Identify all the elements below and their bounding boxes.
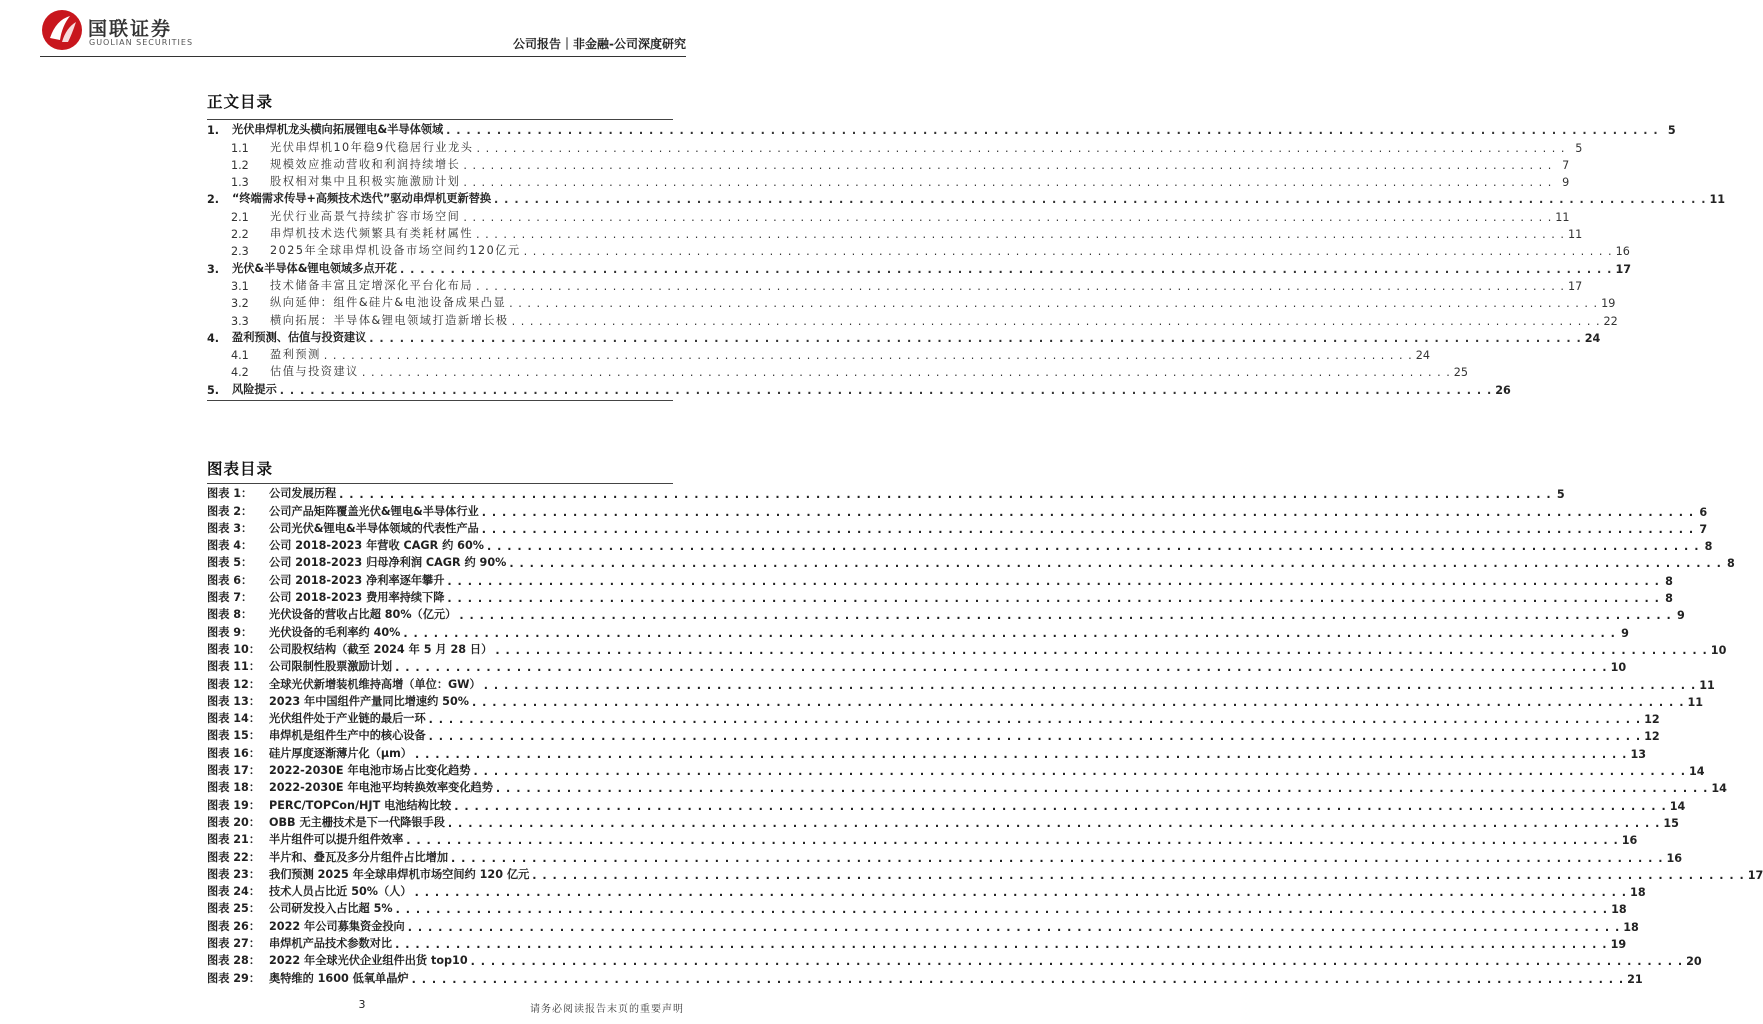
figure-entry-number: 图表 8：	[207, 608, 253, 622]
page-number: 3	[358, 998, 366, 1011]
figure-entry-title: OBB 无主栅技术是下一代降银手段	[269, 815, 445, 829]
toc-entry-title: 2025年全球串焊机设备市场空间约120亿元	[270, 244, 521, 258]
figure-entry-number: 图表 25：	[207, 902, 261, 916]
figure-entry[interactable]	[207, 536, 1713, 554]
figure-leader-dots: . . . . . . . . . . . . . . . . . . . . . . . . . . . . . . . . . . . . . . . . . . . . . . . . . . . . . . . . . . . . . . . . . . . . . . . . . . . . . . . . . . . . . . . . . . . . . . . . . . . . . . . . . . . . . . . . . . . . . . . .	[407, 920, 1621, 934]
figure-entry-title: 2022-2030E 年电池市场占比变化趋势	[269, 764, 471, 778]
figure-entry[interactable]	[207, 692, 1704, 709]
toc-entry[interactable]	[207, 276, 1583, 293]
figure-leader-dots: . . . . . . . . . . . . . . . . . . . . . . . . . . . . . . . . . . . . . . . . . . . . . . . . . . . . . . . . . . . . . . . . . . . . . . . . . . . . . . . . . . . . . . . . . . . . . . . . . . . . . . . . . . . . . . . . . . . . . . . .	[395, 661, 1608, 675]
toc-entry-number: 2.3	[231, 245, 249, 259]
figure-entry-title: 公司 2018-2023 费用率持续下降	[269, 591, 445, 605]
report-tag: 公司报告｜非金融-公司深度研究	[513, 37, 686, 51]
figure-entry-title: 公司股权结构（截至 2024 年 5 月 28 日）	[269, 642, 493, 656]
toc-entry-number: 1.2	[231, 158, 249, 172]
figure-entry-title: 技术人员占比近 50%（人）	[269, 885, 412, 899]
figure-entry[interactable]	[207, 553, 1735, 571]
figure-leader-dots: . . . . . . . . . . . . . . . . . . . . . . . . . . . . . . . . . . . . . . . . . . . . . . . . . . . . . . . . . . . . . . . . . . . . . . . . . . . . . . . . . . . . . . . . . . . . . . . . . . . . . . . . . . . . . . . . . . . . . . . .	[428, 713, 1642, 727]
figure-entry-title: 2022-2030E 年电池平均转换效率变化趋势	[269, 781, 493, 795]
toc-entry-page: 17	[1567, 279, 1583, 293]
footer-disclaimer: 请务必阅读报告末页的重要声明	[530, 1004, 684, 1015]
figure-entry[interactable]	[207, 726, 1660, 744]
figure-entry-number: 图表 9：	[207, 625, 253, 639]
toc-entry-title: 光伏行业高景气持续扩容市场空间	[270, 209, 461, 223]
figure-entry-number: 图表 4：	[207, 539, 253, 553]
logo-text-en: GUOLIAN SECURITIES	[89, 38, 194, 47]
toc-entry-page: 26	[1495, 383, 1511, 397]
figure-entry-page: 16	[1621, 834, 1638, 848]
figure-entry-page: 12	[1644, 713, 1660, 727]
toc-entry-number: 3.1	[231, 279, 249, 293]
figure-entry-title: 公司光伏&锂电&半导体领域的代表性产品	[269, 521, 479, 535]
figure-entry-title: 公司产品矩阵覆盖光伏&锂电&半导体行业	[269, 504, 479, 518]
figure-entry-title: 公司 2018-2023 归母净利润 CAGR 约 90%	[269, 556, 507, 570]
figure-leader-dots: . . . . . . . . . . . . . . . . . . . . . . . . . . . . . . . . . . . . . . . . . . . . . . . . . . . . . . . . . . . . . . . . . . . . . . . . . . . . . . . . . . . . . . . . . . . . . . . . . . . . . . . . . . . . . . . . . . . . . . . .	[481, 522, 1695, 536]
figure-entry[interactable]	[207, 865, 1763, 882]
figure-leader-dots: . . . . . . . . . . . . . . . . . . . . . . . . . . . . . . . . . . . . . . . . . . . . . . . . . . . . . . . . . . . . . . . . . . . . . . . . . . . . . . . . . . . . . . . . . . . . . . . . . . . . . . . . . . . . . . . . . . . . . . . .	[339, 488, 1552, 502]
figure-entry-number: 图表 12：	[207, 677, 261, 691]
figure-entry[interactable]	[207, 501, 1708, 519]
toc-entry[interactable]	[207, 293, 1616, 311]
figure-entry-page: 5	[1556, 488, 1565, 502]
figure-entry[interactable]	[207, 570, 1673, 588]
figure-entry-page: 8	[1665, 592, 1673, 606]
toc-entry-title: 光伏串焊机10年稳9代稳居行业龙头	[270, 140, 474, 154]
figure-entry-page: 9	[1677, 609, 1685, 623]
toc-leader-dots: . . . . . . . . . . . . . . . . . . . . . . . . . . . . . . . . . . . . . . . . . . . . . . . . . . . . . . . . . . . . . . . . . . . . . . . . . . . . . . . . . . . . . . . . . . . . . . . . . . . . . . . . . . . . . . . . . . . . . . . .	[509, 297, 1599, 311]
toc-entry-title: 股权相对集中且积极实施激励计划	[270, 175, 461, 189]
figure-entry-number: 图表 10：	[207, 642, 261, 656]
figure-entry-number: 图表 28：	[207, 954, 261, 968]
figure-entry-title: 半片组件可以提升组件效率	[269, 833, 404, 847]
toc-entry-page: 25	[1453, 366, 1469, 380]
figure-entry-page: 14	[1711, 782, 1727, 796]
figure-entry-page: 20	[1686, 955, 1702, 969]
figure-leader-dots: . . . . . . . . . . . . . . . . . . . . . . . . . . . . . . . . . . . . . . . . . . . . . . . . . . . . . . . . . . . . . . . . . . . . . . . . . . . . . . . . . . . . . . . . . . . . . . . . . . . . . . . . . . . . . . . . . . . . . . . .	[414, 886, 1628, 900]
toc-entry-page: 9	[1562, 176, 1570, 190]
figure-entry-number: 图表 2：	[207, 504, 253, 518]
figure-entry[interactable]	[207, 951, 1702, 969]
figure-entry-title: 光伏设备的营收占比超 80%（亿元）	[269, 608, 457, 622]
figure-entry[interactable]	[207, 847, 1683, 865]
figure-leader-dots: . . . . . . . . . . . . . . . . . . . . . . . . . . . . . . . . . . . . . . . . . . . . . . . . . . . . . . . . . . . . . . . . . . . . . . . . . . . . . . . . . . . . . . . . . . . . . . . . . . . . . . . . . . . . . . . . . . . . . . . .	[473, 765, 1687, 779]
toc-entry-title: 盈利预测、估值与投资建议	[232, 330, 367, 344]
toc-entry[interactable]	[207, 189, 1726, 207]
toc-leader-dots: . . . . . . . . . . . . . . . . . . . . . . . . . . . . . . . . . . . . . . . . . . . . . . . . . . . . . . . . . . . . . . . . . . . . . . . . . . . . . . . . . . . . . . . . . . . . . . . . . . . . . . . . . . . . . . . . . . . . . . . .	[494, 193, 1707, 207]
figure-leader-dots: . . . . . . . . . . . . . . . . . . . . . . . . . . . . . . . . . . . . . . . . . . . . . . . . . . . . . . . . . . . . . . . . . . . . . . . . . . . . . . . . . . . . . . . . . . . . . . . . . . . . . . . . . . . . . . . . . . . . . . . .	[395, 938, 1608, 952]
toc-entry-page: 7	[1562, 158, 1570, 172]
figure-entry-page: 10	[1710, 643, 1727, 657]
figure-entry-title: 奥特维的 1600 低氧单晶炉	[269, 971, 409, 985]
toc-entry-page: 11	[1709, 193, 1726, 207]
figure-leader-dots: . . . . . . . . . . . . . . . . . . . . . . . . . . . . . . . . . . . . . . . . . . . . . . . . . . . . . . . . . . . . . . . . . . . . . . . . . . . . . . . . . . . . . . . . . . . . . . . . . . . . . . . . . . . . . . . . . . . . . . . .	[403, 626, 1616, 640]
figure-entry-title: 公司研发投入占比超 5%	[269, 902, 393, 916]
toc-leader-dots: . . . . . . . . . . . . . . . . . . . . . . . . . . . . . . . . . . . . . . . . . . . . . . . . . . . . . . . . . . . . . . . . . . . . . . . . . . . . . . . . . . . . . . . . . . . . . . . . . . . . . . . . . . . . . . . . . . . . . . . .	[523, 245, 1613, 259]
figure-entry-page: 18	[1630, 886, 1646, 900]
figure-entry-title: 2022 年公司募集资金投向	[269, 919, 405, 933]
figure-entry-title: 硅片厚度逐渐薄片化（μm）	[269, 746, 412, 760]
guolian-logo	[40, 8, 200, 52]
figure-entry-title: 2023 年中国组件产量同比增速约 50%	[269, 694, 469, 708]
figure-entry[interactable]	[207, 484, 1565, 502]
figure-entry-page: 11	[1699, 678, 1715, 692]
figure-entry-number: 图表 1：	[207, 487, 253, 501]
figure-entry[interactable]	[207, 588, 1673, 606]
toc-entry[interactable]	[207, 206, 1570, 224]
figure-entry-number: 图表 5：	[207, 556, 253, 570]
toc-leader-dots: . . . . . . . . . . . . . . . . . . . . . . . . . . . . . . . . . . . . . . . . . . . . . . . . . . . . . . . . . . . . . . . . . . . . . . . . . . . . . . . . . . . . . . . . . . . . . . . . . . . . . . . . . . . . . . . . . . . . . . . .	[369, 331, 1582, 345]
toc-entry[interactable]	[207, 362, 1469, 380]
page-header	[0, 0, 724, 64]
toc-entry-title: 光伏串焊机龙头横向拓展锂电&半导体领域	[232, 123, 444, 137]
figure-leader-dots: . . . . . . . . . . . . . . . . . . . . . . . . . . . . . . . . . . . . . . . . . . . . . . . . . . . . . . . . . . . . . . . . . . . . . . . . . . . . . . . . . . . . . . . . . . . . . . . . . . . . . . . . . . . . . . . . . . . . . . . .	[428, 730, 1642, 744]
toc-entry-title: 规模效应推动营收和利润持续增长	[270, 157, 461, 171]
toc-entry-number: 5.	[207, 383, 220, 397]
figure-leader-dots: . . . . . . . . . . . . . . . . . . . . . . . . . . . . . . . . . . . . . . . . . . . . . . . . . . . . . . . . . . . . . . . . . . . . . . . . . . . . . . . . . . . . . . . . . . . . . . . . . . . . . . . . . . . . . . . . . . . . . . . .	[495, 643, 1708, 657]
figure-entry-page: 7	[1699, 522, 1708, 536]
figure-entry-page: 17	[1747, 868, 1763, 882]
figure-entry-number: 图表 3：	[207, 521, 253, 535]
figure-entry-number: 图表 17：	[207, 764, 261, 778]
figure-entry-page: 12	[1644, 730, 1660, 744]
figure-entry-number: 图表 11：	[207, 660, 261, 674]
toc-entry[interactable]	[207, 241, 1630, 259]
figure-entry-title: 串焊机是组件生产中的核心设备	[269, 729, 426, 743]
figures-title: 图表目录	[207, 460, 274, 478]
figure-entry-number: 图表 18：	[207, 781, 261, 795]
figure-entry-title: 公司 2018-2023 净利率逐年攀升	[269, 573, 445, 587]
figure-leader-dots: . . . . . . . . . . . . . . . . . . . . . . . . . . . . . . . . . . . . . . . . . . . . . . . . . . . . . . . . . . . . . . . . . . . . . . . . . . . . . . . . . . . . . . . . . . . . . . . . . . . . . . . . . . . . . . . . . . . . . . . .	[509, 557, 1722, 571]
toc-entry-page: 11	[1555, 210, 1570, 224]
toc-entry-page: 5	[1667, 124, 1676, 138]
figure-entry-page: 10	[1610, 661, 1627, 675]
toc-entry-number: 1.	[207, 124, 220, 138]
figure-entry-number: 图表 24：	[207, 885, 261, 899]
figure-entry-page: 13	[1630, 747, 1647, 761]
figure-entry-page: 11	[1687, 695, 1704, 709]
figure-entry[interactable]	[207, 795, 1686, 813]
figure-leader-dots: . . . . . . . . . . . . . . . . . . . . . . . . . . . . . . . . . . . . . . . . . . . . . . . . . . . . . . . . . . . . . . . . . . . . . . . . . . . . . . . . . . . . . . . . . . . . . . . . . . . . . . . . . . . . . . . . . . . . . . . .	[454, 799, 1667, 813]
logo-text-cn: 国联证券	[88, 18, 173, 40]
figure-leader-dots: . . . . . . . . . . . . . . . . . . . . . . . . . . . . . . . . . . . . . . . . . . . . . . . . . . . . . . . . . . . . . . . . . . . . . . . . . . . . . . . . . . . . . . . . . . . . . . . . . . . . . . . . . . . . . . . . . . . . . . . .	[447, 816, 1661, 830]
figure-entry-number: 图表 7：	[207, 591, 253, 605]
figure-leader-dots: . . . . . . . . . . . . . . . . . . . . . . . . . . . . . . . . . . . . . . . . . . . . . . . . . . . . . . . . . . . . . . . . . . . . . . . . . . . . . . . . . . . . . . . . . . . . . . . . . . . . . . . . . . . . . . . . . . . . . . . .	[395, 903, 1609, 917]
figure-entry[interactable]	[207, 830, 1638, 848]
toc-leader-dots: . . . . . . . . . . . . . . . . . . . . . . . . . . . . . . . . . . . . . . . . . . . . . . . . . . . . . . . . . . . . . . . . . . . . . . . . . . . . . . . . . . . . . . . . . . . . . . . . . . . . . . . . . . . . . . . . . . . . . . . .	[446, 124, 1659, 138]
toc-entry-page: 24	[1415, 349, 1430, 363]
figure-entry-number: 图表 23：	[207, 867, 261, 881]
toc-title: 正文目录	[207, 93, 274, 111]
figure-entry-number: 图表 6：	[207, 573, 253, 587]
figure-entry[interactable]	[207, 657, 1627, 675]
toc-leader-dots: . . . . . . . . . . . . . . . . . . . . . . . . . . . . . . . . . . . . . . . . . . . . . . . . . . . . . . . . . . . . . . . . . . . . . . . . . . . . . . . . . . . . . . . . . . . . . . . . . . . . . . . . . . . . . . . . . . . . . . . .	[476, 228, 1565, 242]
figure-entry-page: 9	[1621, 626, 1629, 640]
figure-leader-dots: . . . . . . . . . . . . . . . . . . . . . . . . . . . . . . . . . . . . . . . . . . . . . . . . . . . . . . . . . . . . . . . . . . . . . . . . . . . . . . . . . . . . . . . . . . . . . . . . . . . . . . . . . . . . . . . . . . . . . . . .	[459, 609, 1672, 623]
figure-entry-page: 8	[1665, 574, 1673, 588]
toc-entry[interactable]	[207, 224, 1583, 242]
toc-entry-number: 3.	[207, 262, 220, 276]
figure-entry[interactable]	[207, 674, 1715, 692]
toc-entry[interactable]	[207, 172, 1570, 190]
figure-entry-page: 21	[1627, 972, 1643, 986]
toc-entry-page: 17	[1615, 262, 1632, 276]
figure-entry[interactable]	[207, 813, 1679, 830]
figure-entry-number: 图表 21：	[207, 833, 261, 847]
toc-entry-page: 24	[1584, 331, 1601, 345]
toc-leader-dots: . . . . . . . . . . . . . . . . . . . . . . . . . . . . . . . . . . . . . . . . . . . . . . . . . . . . . . . . . . . . . . . . . . . . . . . . . . . . . . . . . . . . . . . . . . . . . . . . . . . . . . . . . . . . . . . . . . . . . . . .	[476, 279, 1565, 293]
toc-entry-number: 4.	[207, 331, 220, 345]
toc-entry-number: 4.1	[231, 349, 249, 363]
figure-entry[interactable]	[207, 709, 1660, 727]
figure-entry-number: 图表 20：	[207, 815, 261, 829]
figure-entry-page: 19	[1610, 938, 1627, 952]
header-divider	[40, 56, 686, 57]
figure-entry-title: 公司限制性股票激励计划	[269, 660, 393, 674]
figure-leader-dots: . . . . . . . . . . . . . . . . . . . . . . . . . . . . . . . . . . . . . . . . . . . . . . . . . . . . . . . . . . . . . . . . . . . . . . . . . . . . . . . . . . . . . . . . . . . . . . . . . . . . . . . . . . . . . . . . . . . . . . . .	[495, 782, 1709, 796]
figure-entry-page: 6	[1699, 505, 1708, 519]
toc-leader-dots: . . . . . . . . . . . . . . . . . . . . . . . . . . . . . . . . . . . . . . . . . . . . . . . . . . . . . . . . . . . . . . . . . . . . . . . . . . . . . . . . . . . . . . . . . . . . . . . . . . . . . . . . . . . . . . . . . . . . . . . .	[463, 158, 1553, 172]
toc-leader-dots: . . . . . . . . . . . . . . . . . . . . . . . . . . . . . . . . . . . . . . . . . . . . . . . . . . . . . . . . . . . . . . . . . . . . . . . . . . . . . . . . . . . . . . . . . . . . . . . . . . . . . . . . . . . . . . . . . . . . . . . .	[361, 366, 1451, 380]
figure-entry-number: 图表 26：	[207, 919, 261, 933]
toc-leader-dots: . . . . . . . . . . . . . . . . . . . . . . . . . . . . . . . . . . . . . . . . . . . . . . . . . . . . . . . . . . . . . . . . . . . . . . . . . . . . . . . . . . . . . . . . . . . . . . . . . . . . . . . . . . . . . . . . . . . . . . . .	[279, 383, 1493, 397]
figure-entry-title: 串焊机产品技术参数对比	[269, 937, 393, 951]
figure-entry-title: 全球光伏新增装机维持高增（单位：GW）	[269, 677, 481, 691]
figure-entry-number: 图表 27：	[207, 937, 261, 951]
toc-leader-dots: . . . . . . . . . . . . . . . . . . . . . . . . . . . . . . . . . . . . . . . . . . . . . . . . . . . . . . . . . . . . . . . . . . . . . . . . . . . . . . . . . . . . . . . . . . . . . . . . . . . . . . . . . . . . . . . . . . . . . . . .	[476, 141, 1566, 155]
figure-entry-title: 半片和、叠瓦及多分片组件占比增加	[269, 850, 449, 864]
figure-entry-number: 图表 15：	[207, 729, 261, 743]
toc-entry[interactable]	[207, 258, 1632, 276]
toc-entry[interactable]	[207, 137, 1583, 155]
figure-entry[interactable]	[207, 622, 1629, 640]
toc-entry-number: 1.3	[231, 176, 249, 190]
figure-entry-page: 8	[1704, 540, 1713, 554]
figure-entry-number: 图表 13：	[207, 694, 261, 708]
toc-bottom-rule	[207, 400, 673, 401]
toc-leader-dots: . . . . . . . . . . . . . . . . . . . . . . . . . . . . . . . . . . . . . . . . . . . . . . . . . . . . . . . . . . . . . . . . . . . . . . . . . . . . . . . . . . . . . . . . . . . . . . . . . . . . . . . . . . . . . . . . . . . . . . . .	[511, 314, 1601, 328]
toc-entry-title: 纵向延伸：组件&硅片&电池设备成果凸显	[270, 296, 507, 310]
toc-entry-title: 光伏&半导体&锂电领域多点开花	[232, 261, 397, 275]
figure-entry-page: 8	[1727, 557, 1735, 571]
figure-entry-title: 公司发展历程	[269, 487, 337, 501]
figure-leader-dots: . . . . . . . . . . . . . . . . . . . . . . . . . . . . . . . . . . . . . . . . . . . . . . . . . . . . . . . . . . . . . . . . . . . . . . . . . . . . . . . . . . . . . . . . . . . . . . . . . . . . . . . . . . . . . . . . . . . . . . . .	[406, 834, 1619, 848]
figure-leader-dots: . . . . . . . . . . . . . . . . . . . . . . . . . . . . . . . . . . . . . . . . . . . . . . . . . . . . . . . . . . . . . . . . . . . . . . . . . . . . . . . . . . . . . . . . . . . . . . . . . . . . . . . . . . . . . . . . . . . . . . . .	[481, 505, 1695, 519]
figure-entry-page: 18	[1611, 903, 1627, 917]
figure-entry-page: 14	[1669, 799, 1686, 813]
figure-entry-number: 图表 14：	[207, 712, 261, 726]
figure-entry-number: 图表 19：	[207, 798, 261, 812]
figure-leader-dots: . . . . . . . . . . . . . . . . . . . . . . . . . . . . . . . . . . . . . . . . . . . . . . . . . . . . . . . . . . . . . . . . . . . . . . . . . . . . . . . . . . . . . . . . . . . . . . . . . . . . . . . . . . . . . . . . . . . . . . . .	[411, 972, 1625, 986]
figure-entry-number: 图表 16：	[207, 746, 261, 760]
figure-entry[interactable]	[207, 899, 1627, 917]
figure-entry[interactable]	[207, 640, 1727, 657]
toc-leader-dots: . . . . . . . . . . . . . . . . . . . . . . . . . . . . . . . . . . . . . . . . . . . . . . . . . . . . . . . . . . . . . . . . . . . . . . . . . . . . . . . . . . . . . . . . . . . . . . . . . . . . . . . . . . . . . . . . . . . . . . . .	[323, 349, 1413, 363]
figure-entry-title: PERC/TOPCon/HJT 电池结构比较	[269, 798, 452, 812]
figure-leader-dots: . . . . . . . . . . . . . . . . . . . . . . . . . . . . . . . . . . . . . . . . . . . . . . . . . . . . . . . . . . . . . . . . . . . . . . . . . . . . . . . . . . . . . . . . . . . . . . . . . . . . . . . . . . . . . . . . . . . . . . . .	[447, 592, 1660, 606]
toc-leader-dots: . . . . . . . . . . . . . . . . . . . . . . . . . . . . . . . . . . . . . . . . . . . . . . . . . . . . . . . . . . . . . . . . . . . . . . . . . . . . . . . . . . . . . . . . . . . . . . . . . . . . . . . . . . . . . . . . . . . . . . . .	[399, 262, 1613, 276]
figure-entry[interactable]	[207, 882, 1646, 900]
toc-entry-number: 4.2	[231, 366, 249, 380]
figure-entry[interactable]	[207, 968, 1643, 986]
figure-entry-title: 光伏组件处于产业链的最后一环	[269, 712, 426, 726]
figure-entry[interactable]	[207, 519, 1708, 536]
toc-entry[interactable]	[207, 120, 1676, 138]
figure-leader-dots: . . . . . . . . . . . . . . . . . . . . . . . . . . . . . . . . . . . . . . . . . . . . . . . . . . . . . . . . . . . . . . . . . . . . . . . . . . . . . . . . . . . . . . . . . . . . . . . . . . . . . . . . . . . . . . . . . . . . . . . .	[414, 747, 1628, 761]
toc-entry[interactable]	[207, 155, 1570, 172]
toc-entry-title: “终端需求传导+高频技术迭代”驱动串焊机更新替换	[232, 192, 492, 206]
guolian-logo-icon	[40, 8, 84, 52]
figure-entry-page: 16	[1666, 851, 1683, 865]
toc-entry-page: 5	[1575, 141, 1583, 155]
toc-entry[interactable]	[207, 310, 1618, 328]
toc-entry-number: 3.3	[231, 314, 249, 328]
toc-entry-title: 串焊机技术迭代频繁具有类耗材属性	[270, 227, 474, 241]
figure-entry[interactable]	[207, 778, 1727, 796]
toc-entry-number: 2.1	[231, 210, 249, 224]
toc-entry-number: 3.2	[231, 297, 249, 311]
toc-entry-number: 2.	[207, 193, 220, 207]
toc-entry[interactable]	[207, 379, 1511, 397]
figure-entry-number: 图表 29：	[207, 971, 261, 985]
figure-entry-page: 18	[1623, 920, 1639, 934]
figure-entry[interactable]	[207, 934, 1627, 952]
figure-leader-dots: . . . . . . . . . . . . . . . . . . . . . . . . . . . . . . . . . . . . . . . . . . . . . . . . . . . . . . . . . . . . . . . . . . . . . . . . . . . . . . . . . . . . . . . . . . . . . . . . . . . . . . . . . . . . . . . . . . . . . . . .	[451, 851, 1664, 865]
figure-entry-title: 2022 年全球光伏企业组件出货 top10	[269, 954, 468, 968]
figure-entry-page: 14	[1689, 765, 1705, 779]
figure-entry[interactable]	[207, 743, 1647, 761]
toc-entry-title: 技术储备丰富且定增深化平台化布局	[270, 278, 474, 292]
toc-entry-title: 横向拓展：半导体&锂电领域打造新增长极	[270, 313, 509, 327]
toc-entry-page: 19	[1601, 297, 1616, 311]
figure-leader-dots: . . . . . . . . . . . . . . . . . . . . . . . . . . . . . . . . . . . . . . . . . . . . . . . . . . . . . . . . . . . . . . . . . . . . . . . . . . . . . . . . . . . . . . . . . . . . . . . . . . . . . . . . . . . . . . . . . . . . . . . .	[532, 868, 1745, 882]
figure-leader-dots: . . . . . . . . . . . . . . . . . . . . . . . . . . . . . . . . . . . . . . . . . . . . . . . . . . . . . . . . . . . . . . . . . . . . . . . . . . . . . . . . . . . . . . . . . . . . . . . . . . . . . . . . . . . . . . . . . . . . . . . .	[471, 695, 1685, 709]
toc-entry-title: 盈利预测	[270, 348, 321, 362]
toc-list	[207, 119, 1726, 401]
figure-entry-title: 公司 2018-2023 年营收 CAGR 约 60%	[269, 539, 484, 553]
figure-leader-dots: . . . . . . . . . . . . . . . . . . . . . . . . . . . . . . . . . . . . . . . . . . . . . . . . . . . . . . . . . . . . . . . . . . . . . . . . . . . . . . . . . . . . . . . . . . . . . . . . . . . . . . . . . . . . . . . . . . . . . . . .	[483, 678, 1697, 692]
toc-entry-page: 16	[1615, 245, 1630, 259]
figure-entry-number: 图表 22：	[207, 850, 261, 864]
toc-entry[interactable]	[207, 328, 1601, 345]
toc-leader-dots: . . . . . . . . . . . . . . . . . . . . . . . . . . . . . . . . . . . . . . . . . . . . . . . . . . . . . . . . . . . . . . . . . . . . . . . . . . . . . . . . . . . . . . . . . . . . . . . . . . . . . . . . . . . . . . . . . . . . . . . .	[463, 176, 1553, 190]
figure-entry[interactable]	[207, 605, 1685, 623]
figures-list	[207, 483, 1763, 986]
toc-entry-title: 估值与投资建议	[270, 365, 359, 379]
toc-entry-page: 11	[1567, 228, 1583, 242]
toc-entry[interactable]	[207, 345, 1430, 363]
toc-entry-number: 1.1	[231, 141, 249, 155]
toc-entry-number: 2.2	[231, 228, 249, 242]
toc-entry-title: 风险提示	[232, 382, 277, 396]
figure-entry[interactable]	[207, 761, 1705, 779]
figure-leader-dots: . . . . . . . . . . . . . . . . . . . . . . . . . . . . . . . . . . . . . . . . . . . . . . . . . . . . . . . . . . . . . . . . . . . . . . . . . . . . . . . . . . . . . . . . . . . . . . . . . . . . . . . . . . . . . . . . . . . . . . . .	[470, 955, 1684, 969]
toc-entry-page: 22	[1603, 314, 1618, 328]
figure-leader-dots: . . . . . . . . . . . . . . . . . . . . . . . . . . . . . . . . . . . . . . . . . . . . . . . . . . . . . . . . . . . . . . . . . . . . . . . . . . . . . . . . . . . . . . . . . . . . . . . . . . . . . . . . . . . . . . . . . . . . . . . .	[447, 574, 1660, 588]
figure-entry-title: 我们预测 2025 年全球串焊机市场空间约 120 亿元	[269, 867, 530, 881]
figure-entry[interactable]	[207, 916, 1639, 934]
figure-entry-title: 光伏设备的毛利率约 40%	[269, 625, 401, 639]
figure-entry-page: 15	[1663, 816, 1679, 830]
toc-leader-dots: . . . . . . . . . . . . . . . . . . . . . . . . . . . . . . . . . . . . . . . . . . . . . . . . . . . . . . . . . . . . . . . . . . . . . . . . . . . . . . . . . . . . . . . . . . . . . . . . . . . . . . . . . . . . . . . . . . . . . . . .	[463, 210, 1553, 224]
figure-leader-dots: . . . . . . . . . . . . . . . . . . . . . . . . . . . . . . . . . . . . . . . . . . . . . . . . . . . . . . . . . . . . . . . . . . . . . . . . . . . . . . . . . . . . . . . . . . . . . . . . . . . . . . . . . . . . . . . . . . . . . . . .	[486, 540, 1700, 554]
